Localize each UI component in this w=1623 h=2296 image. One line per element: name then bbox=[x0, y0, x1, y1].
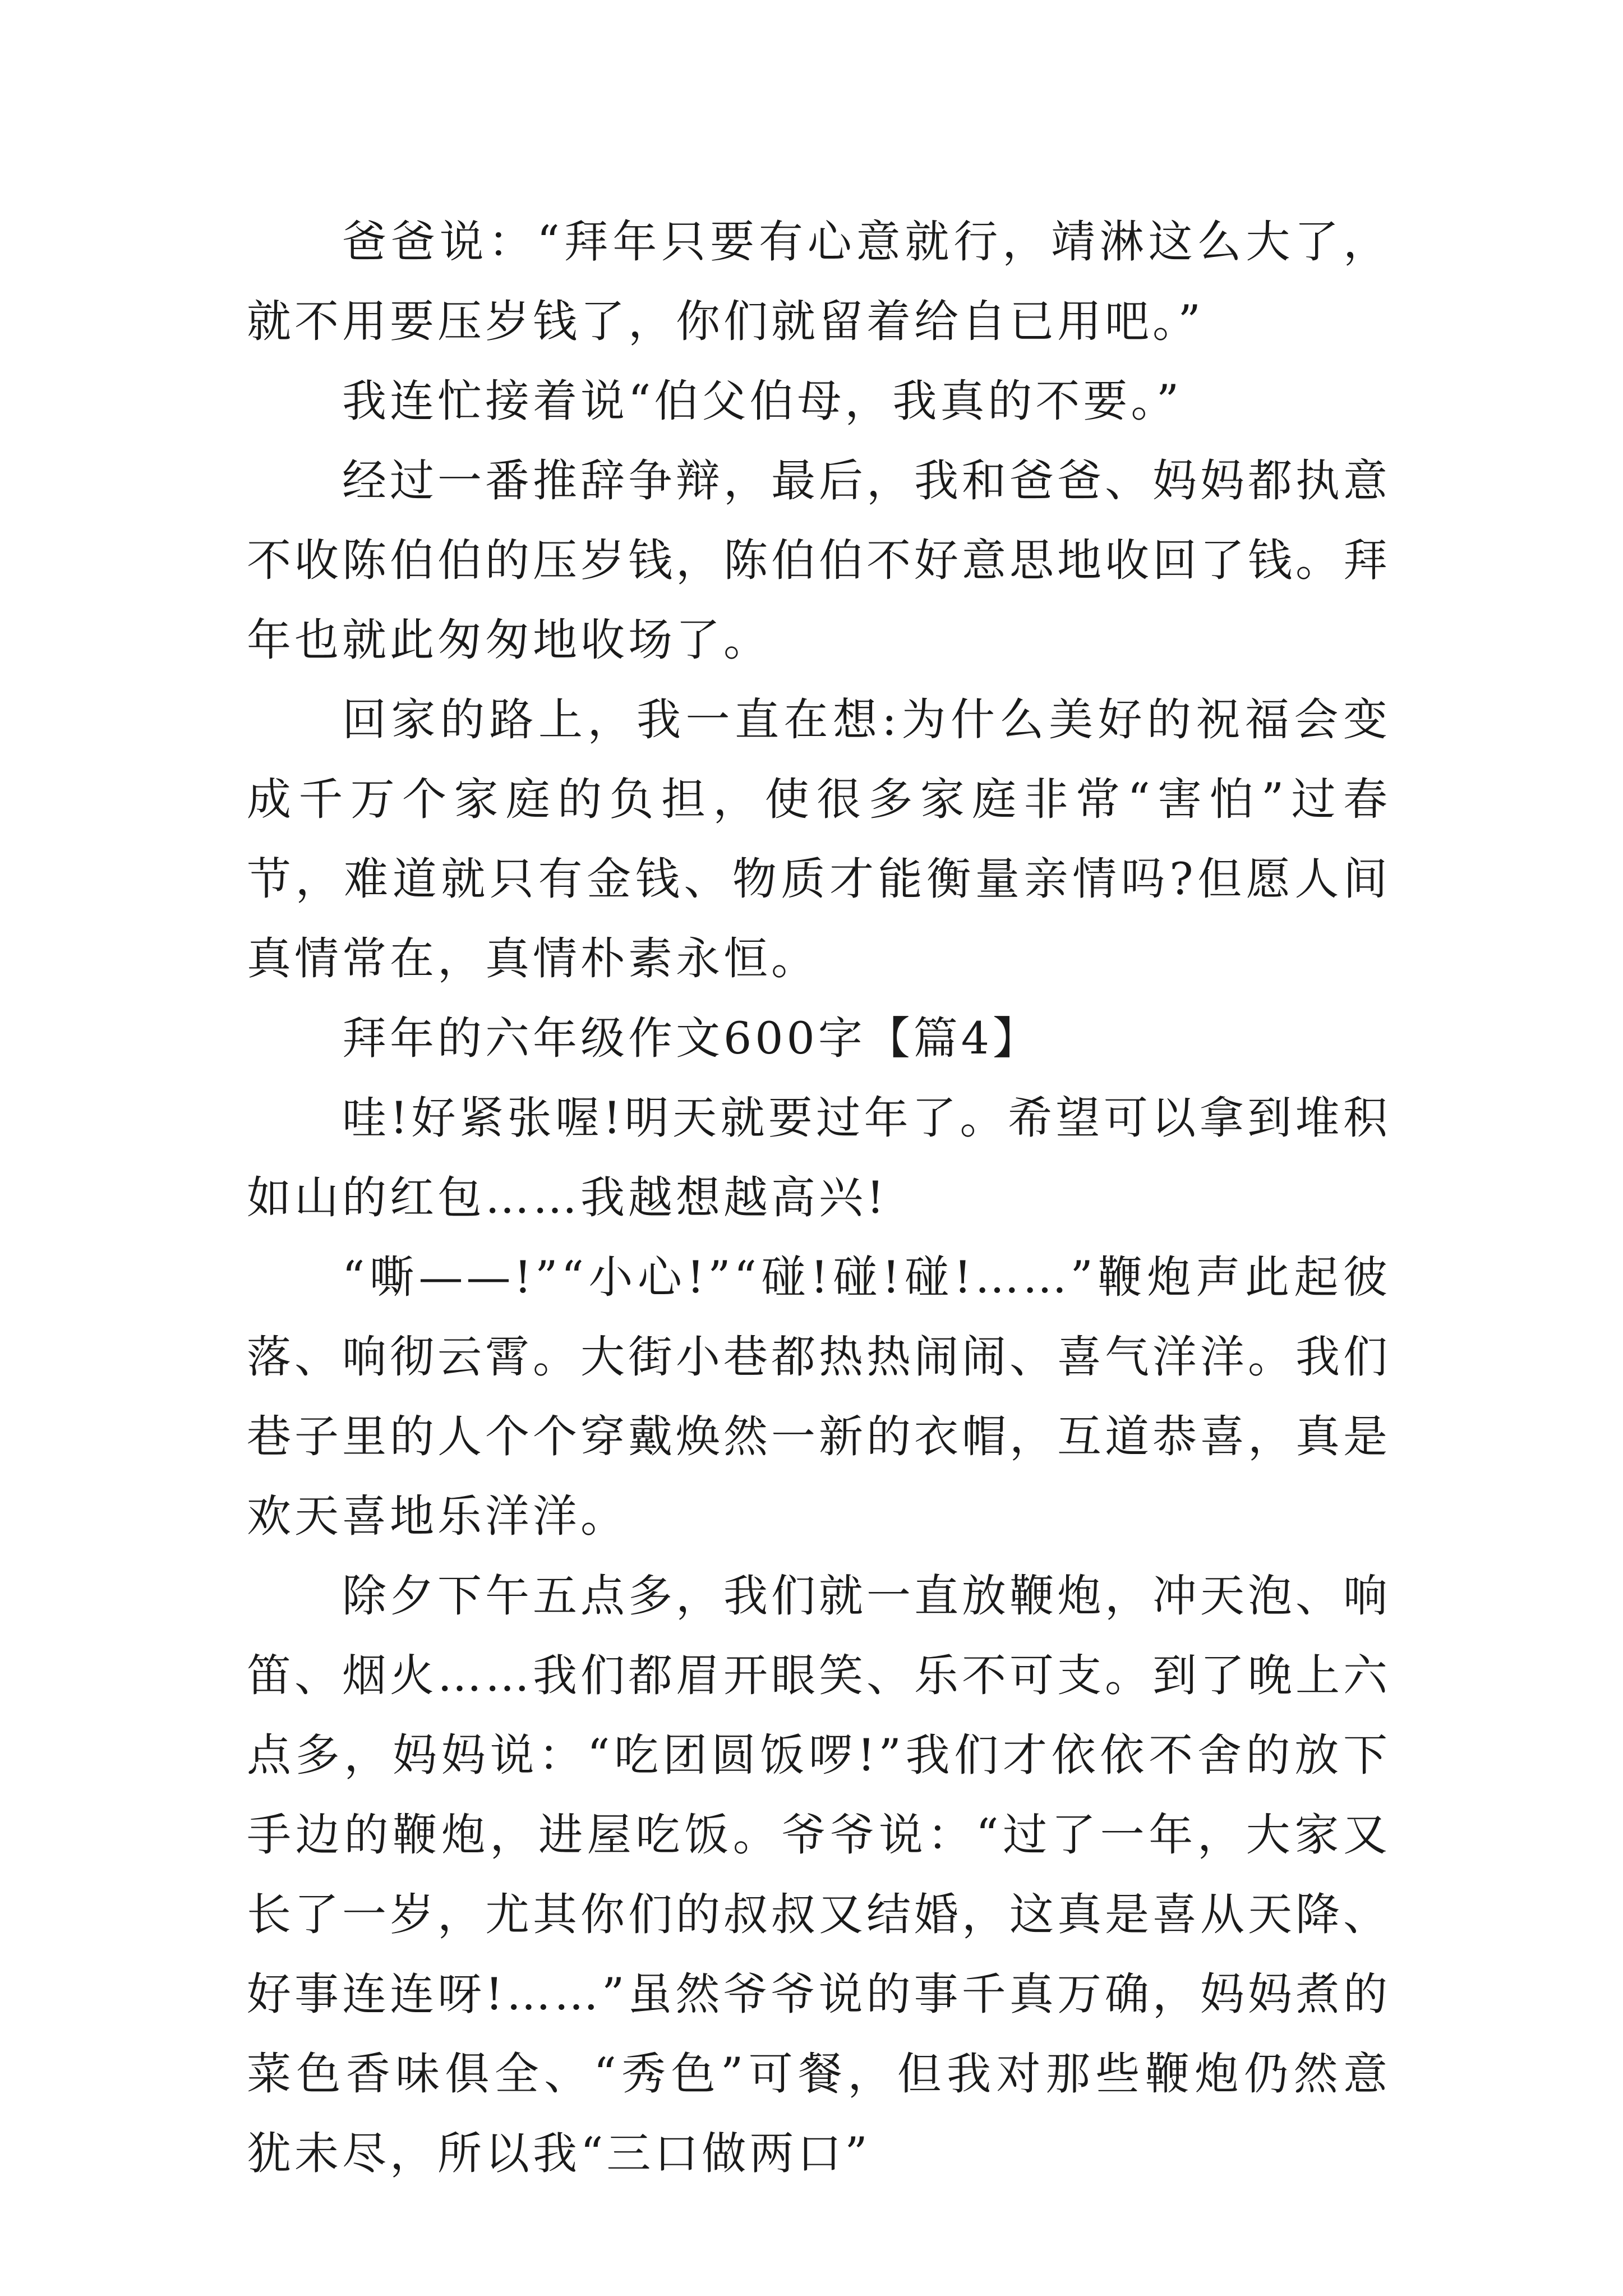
paragraph-4: 回家的路上，我一直在想:为什么美好的祝福会变成千万个家庭的负担，使很多家庭非常“害怕”过春节，难道就只有金钱、物质才能衡量亲情吗?但愿人间真情常在，真情朴素永恒。 bbox=[247, 694, 1391, 984]
section-heading: 拜年的六年级作文600字【篇4】 bbox=[342, 1013, 1041, 1064]
section-paragraph-1: 哇!好紧张喔!明天就要过年了。希望可以拿到堆积如山的红包……我越想越高兴! bbox=[247, 1092, 1391, 1223]
section-paragraph-3: 除夕下午五点多，我们就一直放鞭炮，冲天泡、响笛、烟火……我们都眉开眼笑、乐不可支。到了晚上六点多，妈妈说：“吃团圆饭啰!”我们才依依不舍的放下手边的鞭炮，进屋吃饭。爷爷说：“过了一年，大家又长了一岁，尤其你们的叔叔又结婚，这真是喜从天降、好事连连呀!……”虽然爷爷说的事千真万确，妈妈煮的菜色香味俱全、“秀色”可餐，但我对那些鞭炮仍然意犹未尽，所以我“三口做两口” bbox=[247, 1570, 1391, 2179]
paragraph-3: 经过一番推辞争辩，最后，我和爸爸、妈妈都执意不收陈伯伯的压岁钱，陈伯伯不好意思地收回了钱。拜年也就此匆匆地收场了。 bbox=[247, 455, 1391, 666]
section-paragraph-2: “嘶——!”“小心!”“碰!碰!碰!……”鞭炮声此起彼落、响彻云霄。大街小巷都热热闹闹、喜气洋洋。我们巷子里的人个个穿戴焕然一新的衣帽，互道恭喜，真是欢天喜地乐洋洋。 bbox=[247, 1251, 1391, 1542]
paragraph-2: 我连忙接着说“伯父伯母，我真的不要。” bbox=[342, 375, 1183, 427]
paragraph-1: 爸爸说：“拜年只要有心意就行，靖淋这么大了，就不用要压岁钱了，你们就留着给自已用吧。” bbox=[247, 216, 1391, 347]
document-body bbox=[247, 202, 1391, 2193]
